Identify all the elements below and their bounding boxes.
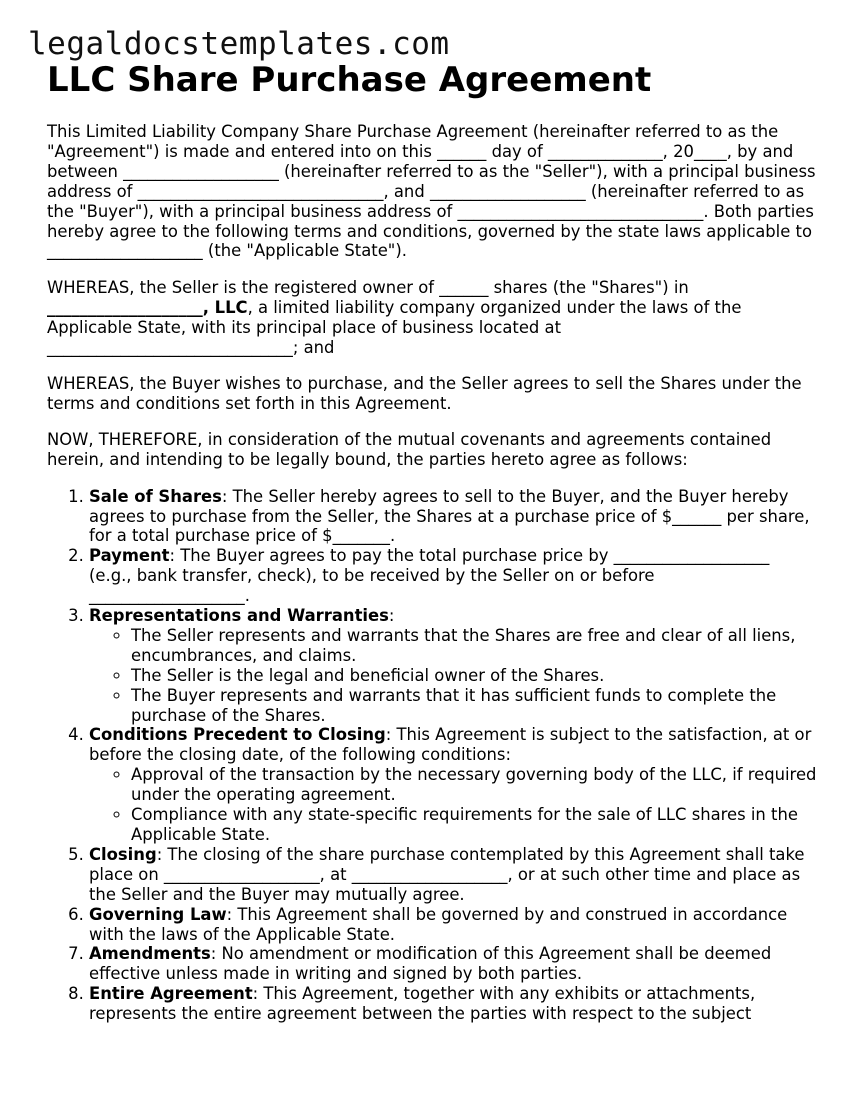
- clause-item: [89, 845, 817, 905]
- clause-title: Closing: [89, 844, 157, 864]
- whereas-paragraph-1: [47, 278, 817, 358]
- clause-title: Amendments: [89, 944, 211, 964]
- clause-text: : This Agreement shall be governed by and construed in accordance with the laws of the Applicable State.: [89, 904, 788, 944]
- clause-text: : This Agreement is subject to the satisfaction, at or before the closing date, of the following conditions:: [89, 725, 812, 765]
- clause-text: : The Seller hereby agrees to sell to the Buyer, and the Buyer hereby agrees to purchase from the Seller, the Shares at a purchase price of $______ per share, for a total purchase price of $_______.: [89, 486, 810, 546]
- sub-item: ◦ The Seller is the legal and beneficial owner of the Shares.: [131, 666, 817, 686]
- document-body: [47, 122, 817, 1024]
- sub-item: ◦ The Seller represents and warrants that the Shares are free and clear of all liens, encumbrances, and claims.: [131, 626, 817, 666]
- intro-paragraph: This Limited Liability Company Share Purchase Agreement (hereinafter referred to as the "Agreement") is made and entered into on this ______ day of ______________, 20____, by and between ___________________ (hereinafter referred to as the "Seller"), with a principal business address of ______________________________, and ___________________ (hereinafter referred to as the "Buyer"), with a principal business address of ______________________________. Both parties hereby agree to the following terms and conditions, governed by the state laws applicable to ___________________ (the "Applicable State").: [47, 122, 816, 261]
- sub-list: [89, 626, 817, 726]
- sub-item: ◦ The Buyer represents and warrants that it has sufficient funds to complete the purchase of the Shares.: [131, 686, 817, 726]
- company-name: ___________________, LLC: [47, 297, 248, 317]
- sub-item: ◦ Approval of the transaction by the necessary governing body of the LLC, if required under the operating agreement.: [131, 765, 817, 805]
- clause-title: Representations and Warranties: [89, 606, 389, 626]
- clause-text: : The closing of the share purchase contemplated by this Agreement shall take place on ___________________, at ___________________, or at such other time and place as the Seller and the Buyer may mutually agree.: [89, 844, 805, 904]
- clause-item: [89, 487, 817, 547]
- clause-text: : This Agreement, together with any exhibits or attachments, represents the entire agreement between the parties with respect to the subject: [89, 984, 756, 1024]
- clause-item: [89, 606, 817, 725]
- clause-title: Conditions Precedent to Closing: [89, 725, 386, 745]
- clause-text: : The Buyer agrees to pay the total purchase price by ___________________ (e.g., bank transfer, check), to be received by the Seller on or before ___________________.: [89, 546, 770, 606]
- clause-item: [89, 984, 817, 1024]
- clause-title: Entire Agreement: [89, 984, 253, 1004]
- clause-text: : No amendment or modification of this Agreement shall be deemed effective unless made in writing and signed by both parties.: [89, 944, 772, 984]
- clause-item: [89, 725, 817, 844]
- clause-title: Governing Law: [89, 904, 227, 924]
- clause-list: [47, 487, 817, 1024]
- clause-text: :: [388, 606, 395, 626]
- site-watermark: legaldocstemplates.com: [28, 26, 450, 62]
- document-title: LLC Share Purchase Agreement: [47, 60, 652, 100]
- clause-item: [89, 944, 817, 984]
- clause-item: [89, 546, 817, 606]
- whereas-paragraph-2: WHEREAS, the Buyer wishes to purchase, and the Seller agrees to sell the Shares under the terms and conditions set forth in this Agreement.: [47, 373, 802, 413]
- now-therefore-paragraph: NOW, THEREFORE, in consideration of the mutual covenants and agreements contained herein, and intending to be legally bound, the parties hereto agree as follows:: [47, 430, 772, 470]
- sub-item: ◦ Compliance with any state-specific requirements for the sale of LLC shares in the Applicable State.: [131, 805, 817, 845]
- clause-title: Payment: [89, 546, 170, 566]
- whereas-1-pre: WHEREAS, the Seller is the registered owner of ______ shares (the "Shares") in: [47, 277, 689, 297]
- clause-item: [89, 905, 817, 945]
- sub-list: [89, 765, 817, 845]
- clause-title: Sale of Shares: [89, 486, 222, 506]
- whereas-1-post: , a limited liability company organized under the laws of the Applicable State, with its principal place of business located at ______________________________; and: [47, 297, 742, 357]
